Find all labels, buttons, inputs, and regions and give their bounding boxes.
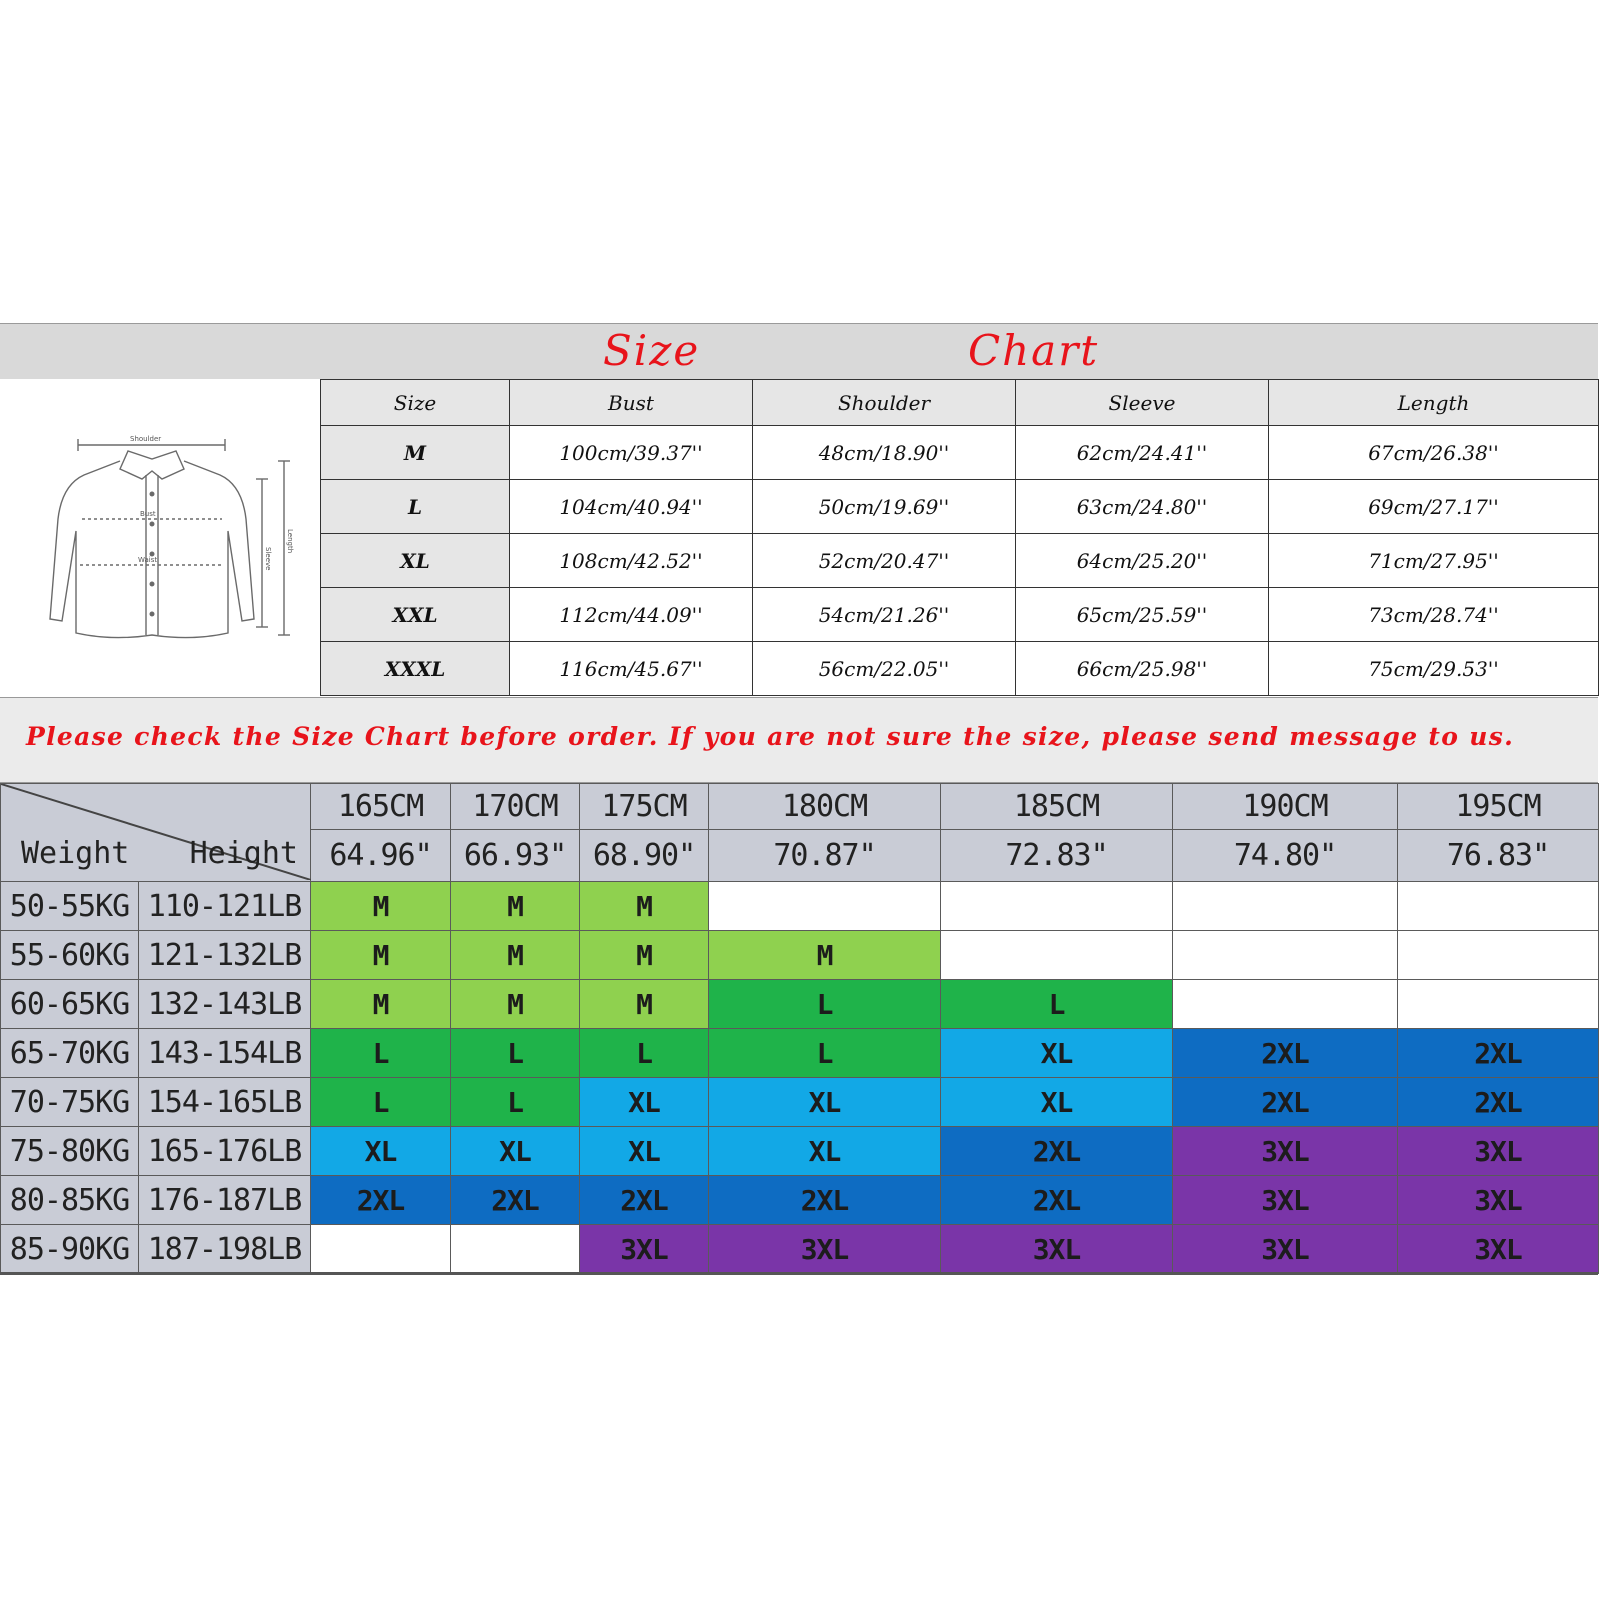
recommended-size-cell: XL <box>709 1078 941 1127</box>
table-row <box>321 534 1599 588</box>
sleeve-cell: 65cm/25.59'' <box>1016 588 1269 642</box>
recommended-size-cell: L <box>709 980 941 1029</box>
empty-size-cell <box>941 931 1173 980</box>
recommended-size-cell: M <box>451 931 580 980</box>
size-recommendation-grid <box>0 783 1599 1274</box>
size-chart-title-bar <box>0 323 1598 380</box>
title-chart: Chart <box>968 326 1100 375</box>
header-size: Size <box>321 380 510 426</box>
diagram-label-shoulder: Shoulder <box>130 435 162 443</box>
height-cm-cell: 195CM <box>1398 784 1599 830</box>
recommended-size-cell: L <box>311 1029 451 1078</box>
length-cell: 73cm/28.74'' <box>1269 588 1599 642</box>
header-sleeve: Sleeve <box>1016 380 1269 426</box>
weight-kg-cell: 65-70KG <box>1 1029 139 1078</box>
weight-row <box>1 1127 1599 1176</box>
table-header-row <box>321 380 1599 426</box>
weight-kg-cell: 60-65KG <box>1 980 139 1029</box>
height-cm-cell: 180CM <box>709 784 941 830</box>
height-cm-row <box>1 784 1599 830</box>
weight-lb-cell: 165-176LB <box>139 1127 311 1176</box>
header-length: Length <box>1269 380 1599 426</box>
empty-size-cell <box>941 882 1173 931</box>
empty-size-cell <box>1173 882 1398 931</box>
size-measurement-table <box>320 379 1599 696</box>
height-cm-cell: 190CM <box>1173 784 1398 830</box>
empty-size-cell <box>1398 931 1599 980</box>
height-label: Height <box>189 836 298 871</box>
recommended-size-cell: XL <box>709 1127 941 1176</box>
recommended-size-cell: 3XL <box>1173 1176 1398 1225</box>
sleeve-cell: 62cm/24.41'' <box>1016 426 1269 480</box>
bust-cell: 112cm/44.09'' <box>510 588 753 642</box>
recommended-size-cell: L <box>709 1029 941 1078</box>
weight-kg-cell: 85-90KG <box>1 1225 139 1274</box>
bust-cell: 100cm/39.37'' <box>510 426 753 480</box>
weight-label: Weight <box>21 836 130 871</box>
shoulder-cell: 50cm/19.69'' <box>753 480 1016 534</box>
recommended-size-cell: 2XL <box>941 1176 1173 1225</box>
height-cm-cell: 175CM <box>580 784 709 830</box>
shoulder-cell: 48cm/18.90'' <box>753 426 1016 480</box>
recommended-size-cell: M <box>311 931 451 980</box>
bust-cell: 108cm/42.52'' <box>510 534 753 588</box>
recommended-size-cell: 2XL <box>1173 1029 1398 1078</box>
table-row <box>321 480 1599 534</box>
recommended-size-cell: 2XL <box>1398 1029 1599 1078</box>
bust-cell: 116cm/45.67'' <box>510 642 753 696</box>
recommended-size-cell: XL <box>451 1127 580 1176</box>
height-in-cell: 70.87" <box>709 830 941 882</box>
recommended-size-cell: L <box>941 980 1173 1029</box>
shirt-measurement-diagram <box>0 379 320 696</box>
diagram-label-sleeve: Sleeve <box>264 547 272 571</box>
recommended-size-cell: 3XL <box>580 1225 709 1274</box>
weight-lb-cell: 121-132LB <box>139 931 311 980</box>
weight-lb-cell: 110-121LB <box>139 882 311 931</box>
weight-lb-cell: 187-198LB <box>139 1225 311 1274</box>
height-in-cell: 76.83" <box>1398 830 1599 882</box>
weight-kg-cell: 70-75KG <box>1 1078 139 1127</box>
weight-row <box>1 1225 1599 1274</box>
height-cm-cell: 165CM <box>311 784 451 830</box>
recommended-size-cell: XL <box>941 1029 1173 1078</box>
height-in-cell: 74.80" <box>1173 830 1398 882</box>
recommended-size-cell: L <box>451 1029 580 1078</box>
shoulder-cell: 52cm/20.47'' <box>753 534 1016 588</box>
height-in-cell: 66.93" <box>451 830 580 882</box>
recommended-size-cell: M <box>709 931 941 980</box>
shirt-outline-icon <box>0 379 320 696</box>
weight-kg-cell: 50-55KG <box>1 882 139 931</box>
recommended-size-cell: 3XL <box>1398 1127 1599 1176</box>
order-notice-bar <box>0 697 1598 783</box>
diagram-label-length: Length <box>286 529 294 554</box>
recommended-size-cell: L <box>451 1078 580 1127</box>
grid-bottom-border <box>0 1272 1598 1275</box>
shoulder-cell: 54cm/21.26'' <box>753 588 1016 642</box>
length-cell: 71cm/27.95'' <box>1269 534 1599 588</box>
size-cell: M <box>321 426 510 480</box>
weight-row <box>1 980 1599 1029</box>
shoulder-cell: 56cm/22.05'' <box>753 642 1016 696</box>
weight-lb-cell: 154-165LB <box>139 1078 311 1127</box>
sleeve-cell: 64cm/25.20'' <box>1016 534 1269 588</box>
height-in-cell: 68.90" <box>580 830 709 882</box>
header-shoulder: Shoulder <box>753 380 1016 426</box>
recommended-size-cell: M <box>580 882 709 931</box>
recommended-size-cell: 2XL <box>1398 1078 1599 1127</box>
grid-corner <box>1 784 311 882</box>
recommended-size-cell: M <box>580 931 709 980</box>
recommended-size-cell: 3XL <box>1398 1225 1599 1274</box>
weight-row <box>1 1078 1599 1127</box>
empty-size-cell <box>1173 931 1398 980</box>
height-cm-cell: 170CM <box>451 784 580 830</box>
empty-size-cell <box>709 882 941 931</box>
recommended-size-cell: 2XL <box>311 1176 451 1225</box>
title-size: Size <box>603 326 701 375</box>
weight-lb-cell: 176-187LB <box>139 1176 311 1225</box>
recommended-size-cell: 3XL <box>1173 1225 1398 1274</box>
recommended-size-cell: M <box>311 980 451 1029</box>
recommended-size-cell: 3XL <box>941 1225 1173 1274</box>
weight-row <box>1 1176 1599 1225</box>
size-cell: XL <box>321 534 510 588</box>
table-row <box>321 426 1599 480</box>
recommended-size-cell: XL <box>580 1127 709 1176</box>
recommended-size-cell: 3XL <box>709 1225 941 1274</box>
table-row <box>321 588 1599 642</box>
recommended-size-cell: L <box>580 1029 709 1078</box>
header-bust: Bust <box>510 380 753 426</box>
diagram-label-waist: Waist <box>138 556 158 564</box>
height-cm-cell: 185CM <box>941 784 1173 830</box>
recommended-size-cell: 2XL <box>451 1176 580 1225</box>
empty-size-cell <box>311 1225 451 1274</box>
recommended-size-cell: XL <box>311 1127 451 1176</box>
sleeve-cell: 63cm/24.80'' <box>1016 480 1269 534</box>
empty-size-cell <box>1398 882 1599 931</box>
order-notice-text: Please check the Size Chart before order. If you are not sure the size, please send message to us. <box>26 722 1515 751</box>
recommended-size-cell: XL <box>580 1078 709 1127</box>
recommended-size-cell: 2XL <box>580 1176 709 1225</box>
weight-lb-cell: 143-154LB <box>139 1029 311 1078</box>
recommended-size-cell: 2XL <box>1173 1078 1398 1127</box>
bust-cell: 104cm/40.94'' <box>510 480 753 534</box>
recommended-size-cell: L <box>311 1078 451 1127</box>
recommended-size-cell: M <box>451 882 580 931</box>
recommended-size-cell: M <box>451 980 580 1029</box>
sleeve-cell: 66cm/25.98'' <box>1016 642 1269 696</box>
empty-size-cell <box>1173 980 1398 1029</box>
weight-row <box>1 931 1599 980</box>
weight-kg-cell: 80-85KG <box>1 1176 139 1225</box>
recommended-size-cell: XL <box>941 1078 1173 1127</box>
recommended-size-cell: 2XL <box>941 1127 1173 1176</box>
recommended-size-cell: M <box>311 882 451 931</box>
recommended-size-cell: 2XL <box>709 1176 941 1225</box>
recommended-size-cell: 3XL <box>1398 1176 1599 1225</box>
weight-kg-cell: 75-80KG <box>1 1127 139 1176</box>
size-cell: L <box>321 480 510 534</box>
recommended-size-cell: 3XL <box>1173 1127 1398 1176</box>
table-row <box>321 642 1599 696</box>
size-cell: XXL <box>321 588 510 642</box>
weight-row <box>1 882 1599 931</box>
diagram-label-bust: Bust <box>140 510 156 518</box>
height-in-cell: 72.83" <box>941 830 1173 882</box>
length-cell: 75cm/29.53'' <box>1269 642 1599 696</box>
length-cell: 69cm/27.17'' <box>1269 480 1599 534</box>
empty-size-cell <box>451 1225 580 1274</box>
weight-kg-cell: 55-60KG <box>1 931 139 980</box>
recommended-size-cell: M <box>580 980 709 1029</box>
height-in-cell: 64.96" <box>311 830 451 882</box>
weight-lb-cell: 132-143LB <box>139 980 311 1029</box>
length-cell: 67cm/26.38'' <box>1269 426 1599 480</box>
weight-row <box>1 1029 1599 1078</box>
size-cell: XXXL <box>321 642 510 696</box>
empty-size-cell <box>1398 980 1599 1029</box>
recommendation-rows <box>1 882 1599 1274</box>
